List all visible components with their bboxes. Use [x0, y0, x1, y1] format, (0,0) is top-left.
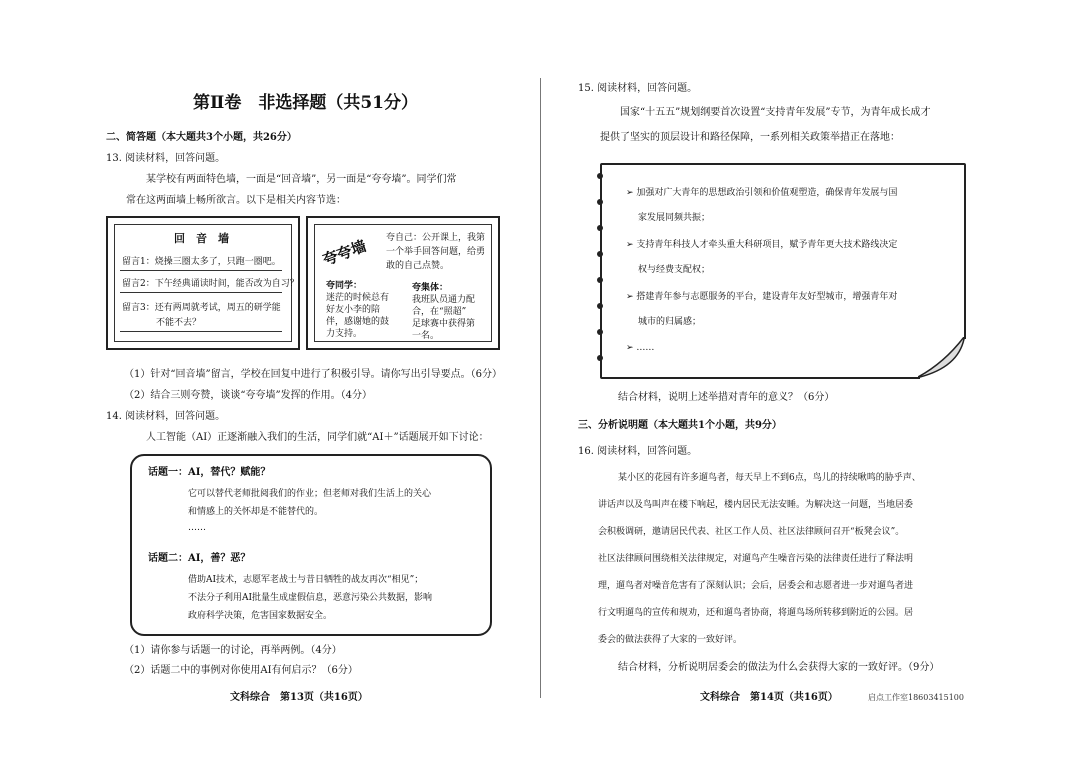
- praise-group-line3: 足球赛中获得第: [412, 319, 476, 329]
- q16-paragraph-line7: 委会的做法获得了大家的一致好评。: [598, 635, 743, 645]
- echo-wall-title: 回 音 墙: [174, 232, 229, 245]
- q13-subquestion-2: （2）结合三则夸赞，谈谈“夸夸墙”发挥的作用。（4分）: [124, 390, 372, 401]
- praise-group-label: 夸集体：: [412, 283, 449, 293]
- topic2-line3: 政府科学决策，危害国家数据安全。: [188, 611, 333, 621]
- q16-question: 结合材料，分析说明居委会的做法为什么会获得大家的一致好评。（9分）: [618, 662, 940, 673]
- q15-intro-line2: 提供了坚实的顶层设计和路径保障，一系列相关政策举措正在落地：: [600, 132, 900, 143]
- topic2-line2: 不法分子利用AI批量生成虚假信息，恶意污染公共数据，影响: [188, 593, 433, 603]
- q13-intro-line1: 某学校有两面特色墙，一面是“回音墙”，另一面是“夸夸墙”。同学们常: [146, 174, 457, 185]
- topic2-line1: 借助AI技术，志愿军老战士与昔日牺牲的战友再次“相见”；: [188, 575, 424, 585]
- praise-wall-board: [306, 216, 500, 350]
- section-title: 第Ⅱ卷 非选择题（共51分）: [193, 93, 418, 113]
- studio-watermark: 启点工作室18603415100: [868, 693, 964, 702]
- policy-bullet-3b: 城市的归属感；: [638, 317, 702, 327]
- q14-subquestion-1: （1）请你参与话题一的讨论，再举两例。（4分）: [124, 645, 342, 656]
- q16-paragraph-line4: 社区法律顾问围绕相关法律规定，对遛鸟产生噪音污染的法律责任进行了释法明: [598, 554, 914, 564]
- q14-intro: 人工智能（AI）正逐渐融入我们的生活，同学们就“AI＋”话题展开如下讨论：: [146, 432, 489, 443]
- q16-paragraph-line6: 行文明遛鸟的宣传和规劝，还和遛鸟者协商，将遛鸟场所转移到附近的公园。居: [598, 608, 914, 618]
- q13-stem: 13. 阅读材料，回答问题。: [106, 153, 226, 164]
- praise-classmate-label: 夸同学：: [326, 281, 363, 291]
- echo-wall-message-3a: 留言3：还有两周就考试，周五的研学能: [122, 303, 281, 313]
- echo-wall-message-1: 留言1：烧操三圈太多了，只跑一圈吧。: [122, 257, 281, 267]
- praise-wall-title: 夸夸墙: [320, 236, 369, 270]
- praise-group-line2: 合，在“照超”: [412, 307, 467, 317]
- policy-bullet-1b: 家发展同频共振；: [638, 213, 711, 223]
- praise-self-line2: 一个举手回答问题，给勇: [386, 247, 486, 257]
- topic1-title: 话题一：AI，替代？赋能？: [148, 467, 271, 478]
- q13-intro-line2: 常在这两面墙上畅所欲言。以下是相关内容节选：: [126, 195, 346, 206]
- part2-heading: 二、简答题（本大题共3个小题，共26分）: [106, 132, 297, 143]
- praise-self-line3: 敢的自己点赞。: [386, 261, 450, 271]
- left-page-footer: 文科综合 第13页（共16页）: [230, 692, 368, 703]
- q15-stem: 15. 阅读材料，回答问题。: [578, 83, 698, 94]
- q15-intro-line1: 国家“十五五”规划纲要首次设置“支持青年发展”专节，为青年成长成才: [620, 107, 931, 118]
- policy-bullet-4: ➢ ……: [626, 343, 655, 353]
- policy-bullet-3a: ➢ 搭建青年参与志愿服务的平台，建设青年友好型城市，增强青年对: [626, 292, 898, 302]
- q16-paragraph-line2: 讲话声以及鸟叫声在楼下响起，楼内居民无法安睡。为解决这一问题，当地居委: [598, 500, 914, 510]
- policy-bullet-2b: 权与经费支配权；: [638, 265, 711, 275]
- topic1-line1: 它可以替代老师批阅我们的作业；但老师对我们生活上的关心: [188, 489, 432, 499]
- q16-paragraph-line1: 某小区的花园有许多遛鸟者，每天早上不到6点，鸟儿的持续啾鸣的胁乎声、: [618, 473, 921, 483]
- praise-classmate-line1: 迷茫的时候总有: [326, 293, 390, 303]
- praise-group-line4: 一名。: [412, 331, 440, 341]
- praise-classmate-line4: 力支持。: [326, 329, 363, 339]
- topic2-title: 话题二：AI，善？恶？: [148, 553, 251, 564]
- q14-stem: 14. 阅读材料，回答问题。: [106, 411, 226, 422]
- policy-notebook: [600, 163, 966, 379]
- page-divider: [540, 78, 541, 698]
- echo-wall-message-3b: 不能不去？: [156, 318, 202, 328]
- echo-wall-board: [106, 216, 300, 350]
- q16-stem: 16. 阅读材料，回答问题。: [578, 446, 698, 457]
- topic1-line3: ……: [188, 523, 206, 533]
- praise-group-line1: 我班队员通力配: [412, 295, 476, 305]
- ai-discussion-box: [130, 454, 492, 636]
- q13-subquestion-1: （1）针对“回音墙”留言，学校在回复中进行了积极引导。请你写出引导要点。（6分）: [124, 369, 502, 380]
- q15-question: 结合材料，说明上述举措对青年的意义？（6分）: [618, 392, 835, 403]
- praise-self-line1: 夸自己：公开课上，我第: [386, 233, 486, 243]
- praise-classmate-line2: 好友小李的陪: [326, 305, 381, 315]
- right-page-footer: 文科综合 第14页（共16页）: [700, 692, 838, 703]
- part3-heading: 三、分析说明题（本大题共1个小题，共9分）: [578, 420, 782, 431]
- praise-classmate-line3: 伴，感谢她的鼓: [326, 317, 390, 327]
- topic1-line2: 和情感上的关怀却是不能替代的。: [188, 507, 324, 517]
- policy-bullet-2a: ➢ 支持青年科技人才牵头重大科研项目，赋予青年更大技术路线决定: [626, 240, 898, 250]
- echo-wall-message-2: 留言2：下午经典诵读时间，能否改为自习？: [122, 279, 299, 289]
- policy-bullet-1a: ➢ 加强对广大青年的思想政治引领和价值观塑造，确保青年发展与国: [626, 188, 898, 198]
- q16-paragraph-line5: 理，遛鸟者对噪音危害有了深刻认识；会后，居委会和志愿者进一步对遛鸟者进: [598, 581, 914, 591]
- q16-paragraph-line3: 会积极调研，邀请居民代表、社区工作人员、社区法律顾问召开“板凳会议”。: [598, 527, 905, 537]
- q14-subquestion-2: （2）话题二中的事例对你使用AI有何启示？（6分）: [124, 665, 358, 676]
- page-curl-icon: [918, 337, 966, 379]
